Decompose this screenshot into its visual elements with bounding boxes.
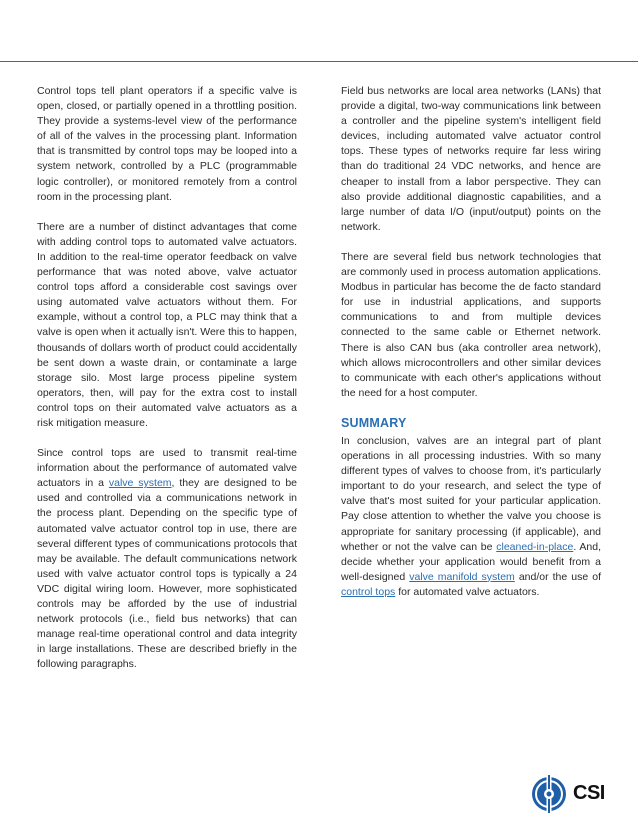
csi-logo bbox=[529, 771, 605, 815]
summary-text-b: . And, decide whether your application would benefit from a well-designed bbox=[341, 540, 601, 583]
csi-emblem-icon bbox=[529, 771, 569, 815]
cleaned-in-place-link[interactable]: cleaned-in-place bbox=[496, 540, 574, 553]
summary-paragraph bbox=[341, 434, 601, 600]
summary-text-c: and/or the use of bbox=[514, 570, 601, 583]
left-paragraph-3 bbox=[37, 446, 297, 672]
left-paragraph-3-text-a: Since control tops are used to transmit real-time information about the performance of automated valve actuators in a bbox=[37, 447, 297, 490]
header-divider bbox=[0, 61, 638, 62]
summary-text-a: In conclusion, valves are an integral part of plant operations in all processing industries. With so many different types of valves to choose from, it's particularly important to do your research, and select the type of valve that's most suited for your particular application. Pay close attention to whether the valve you choose is appropriate for sanitary processing (if applicable), and whether or not the valve can be bbox=[341, 434, 601, 553]
logo-text: CSI bbox=[573, 781, 605, 804]
left-paragraph-3-text-b: , they are designed to be used and controlled via a communications network in the process plant. Depending on the specific type of automated valve actuator control top in use, there are several different types of communications protocols that may be available. The default communications network used with valve actuator control tops is typically a 24 VDC digital wiring loom. However, more sophisticated controls may be afforded by the use of industrial network protocols (i.e., field bus networks) that can manage real-time operational control and data integrity in large installations. These are described briefly in the following paragraphs. bbox=[37, 477, 297, 671]
summary-heading: SUMMARY bbox=[341, 415, 407, 430]
right-column bbox=[341, 84, 601, 600]
left-column bbox=[37, 84, 297, 672]
left-paragraph-1: Control tops tell plant operators if a specific valve is open, closed, or partially opened in a throttling position. They provide a systems-level view of the performance of all of the valves in the processing plant. Information that is transmitted by control tops may be looped into a system network, controlled by a PLC (programmable logic controller), or monitored remotely from a control room in the processing plant. bbox=[37, 85, 297, 203]
valve-manifold-system-link[interactable]: valve manifold system bbox=[409, 570, 515, 583]
control-tops-link[interactable]: control tops bbox=[341, 585, 396, 598]
left-paragraph-2: There are a number of distinct advantages that come with adding control tops to automated valve actuators. In addition to the real-time operator feedback on valve performance that was noted above, valve actuator control tops afford a considerable cost savings over using automated valve actuators without them. For example, without a control top, a PLC may think that a valve is open when it actually isn't. Were this to happen, thousands of dollars worth of product could accidentally be sent down a waste drain, or contaminate a large storage silo. Most large process pipeline system operators, then, will pay for the extra cost to install control tops on their automated valve actuators as a risk mitigation measure. bbox=[37, 220, 297, 429]
right-paragraph-1: Field bus networks are local area networks (LANs) that provide a digital, two-way communications link between a controller and the pipeline system's intelligent field devices, including automated valve actuator control tops. These types of networks require far less wiring than do traditional 24 VDC networks, and hence are cheaper to install from a labor perspective. They can also provide additional diagnostic capabilities, and a large number of data I/O (input/output) points on the network. bbox=[341, 85, 601, 233]
summary-text-d: for automated valve actuators. bbox=[395, 585, 540, 598]
valve-system-link[interactable]: valve system bbox=[108, 477, 172, 490]
right-paragraph-2: There are several field bus network technologies that are commonly used in process automation applications. Modbus in particular has become the de facto standard for use in industrial applications, and supports communications to and from multiple devices connected to the same cable or Ethernet network. There is also CAN bus (aka controller area network), which allows microcontrollers and other similar devices to communicate with each other's applications without the need for a host computer. bbox=[341, 250, 601, 399]
